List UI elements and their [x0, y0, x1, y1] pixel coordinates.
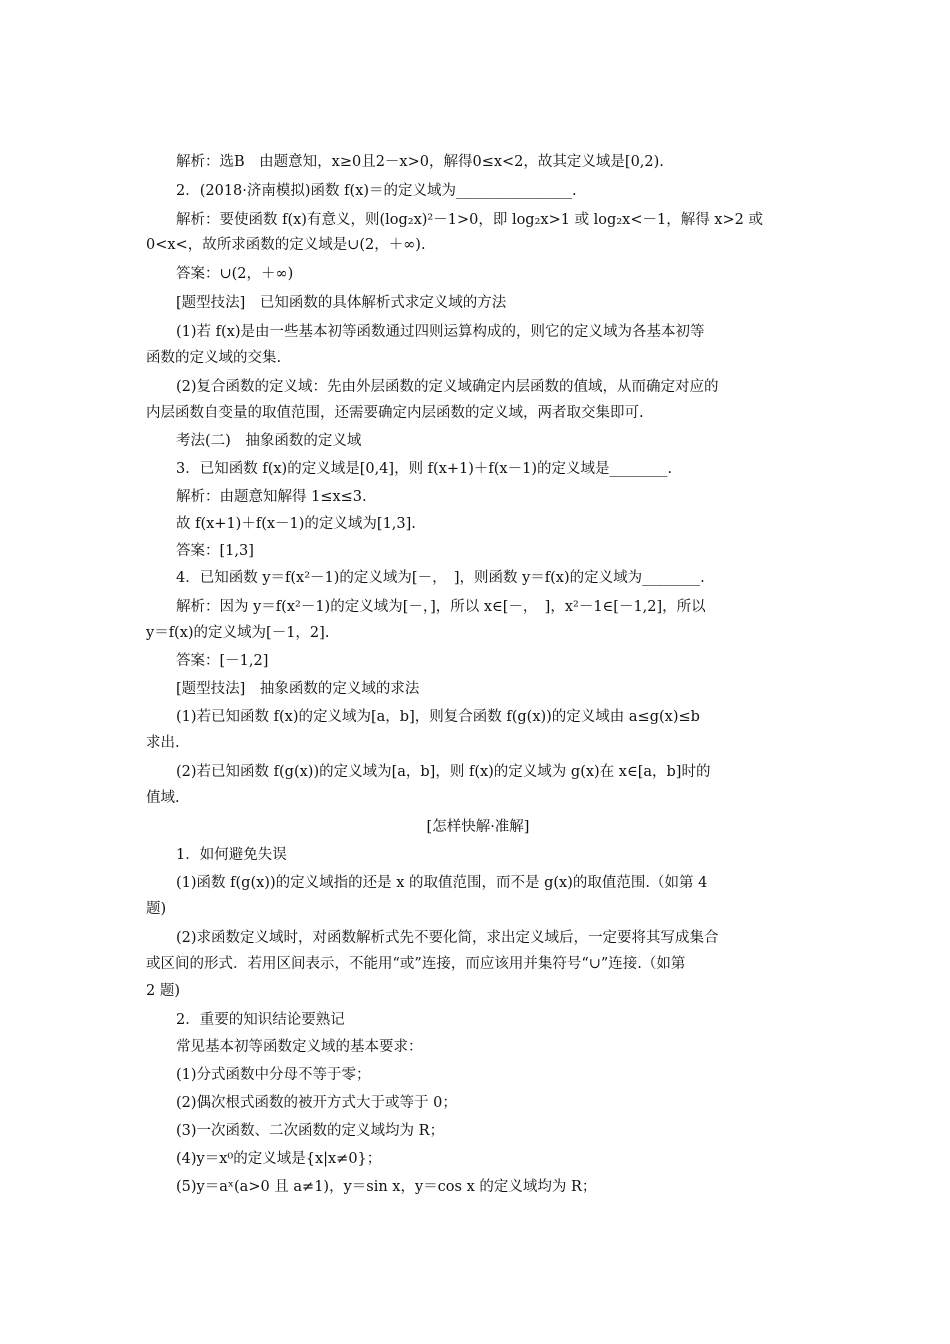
- solution-text: 解析：因为 y＝f(x²－1)的定义域为[－，]，所以 x∈[－， ]，x²－1∈[－1,2]，所以: [176, 599, 706, 615]
- tip-item: 2 题): [146, 983, 180, 999]
- rule-item: (5)y＝aˣ(a>0 且 a≠1)，y＝sin x，y＝cos x 的定义域均为 R；: [176, 1179, 597, 1195]
- section-title: [怎样快解·准解]: [426, 819, 530, 835]
- answer-text: 答案：[1,3]: [176, 543, 254, 559]
- method-heading: [题型技法] 已知函数的具体解析式求定义域的方法: [176, 295, 507, 311]
- subsection-heading: 1．如何避免失误: [176, 847, 287, 863]
- rule-item: (3)一次函数、二次函数的定义域均为 R；: [176, 1123, 445, 1139]
- tip-item: 或区间的形式．若用区间表示，不能用“或”连接，而应该用并集符号“∪”连接.（如第: [146, 956, 686, 972]
- method-item: 内层函数自变量的取值范围，还需要确定内层函数的定义域，两者取交集即可.: [146, 405, 644, 421]
- question-4: 4．已知函数 y＝f(x²－1)的定义域为[－， ]，则函数 y＝f(x)的定义域为________.: [176, 570, 705, 586]
- body-text: 常见基本初等函数定义域的基本要求：: [176, 1039, 423, 1055]
- solution-text: 解析：选B 由题意知，x≥0且2－x>0，解得0≤x<2，故其定义域是[0,2).: [176, 154, 664, 170]
- tip-item: (1)函数 f(g(x))的定义域指的还是 x 的取值范围，而不是 g(x)的取值范围.（如第 4: [176, 875, 708, 891]
- tip-item: (2)求函数定义域时，对函数解析式先不要化简，求出定义域后，一定要将其写成集合: [176, 930, 719, 946]
- rule-item: (1)分式函数中分母不等于零；: [176, 1067, 371, 1083]
- answer-text: 答案：∪(2，＋∞): [176, 266, 294, 282]
- method-item: (2)若已知函数 f(g(x))的定义域为[a，b]，则 f(x)的定义域为 g(x)在 x∈[a，b]时的: [176, 764, 711, 780]
- method-item: (2)复合函数的定义域：先由外层函数的定义域确定内层函数的值域，从而确定对应的: [176, 379, 719, 395]
- solution-text: 故 f(x+1)＋f(x－1)的定义域为[1,3].: [176, 516, 416, 532]
- method-item: 求出.: [146, 735, 180, 751]
- method-item: 值域.: [146, 790, 180, 806]
- rule-item: (4)y＝x⁰的定义域是{x|x≠0}；: [176, 1151, 382, 1167]
- method-item: (1)若 f(x)是由一些基本初等函数通过四则运算构成的，则它的定义域为各基本初等: [176, 324, 705, 340]
- method-item: (1)若已知函数 f(x)的定义域为[a，b]，则复合函数 f(g(x))的定义域由 a≤g(x)≤b: [176, 709, 700, 725]
- subsection-heading: 2．重要的知识结论要熟记: [176, 1012, 345, 1028]
- tip-item: 题): [146, 901, 167, 917]
- section-heading: 考法(二) 抽象函数的定义域: [176, 433, 362, 449]
- solution-text: 0<x<，故所求函数的定义域是∪(2，＋∞).: [146, 237, 426, 253]
- method-item: 函数的定义域的交集.: [146, 350, 282, 366]
- question-3: 3．已知函数 f(x)的定义域是[0,4]，则 f(x+1)＋f(x－1)的定义域是________.: [176, 461, 673, 477]
- rule-item: (2)偶次根式函数的被开方式大于或等于 0；: [176, 1095, 457, 1111]
- method-heading: [题型技法] 抽象函数的定义域的求法: [176, 681, 420, 697]
- solution-text: y＝f(x)的定义域为[－1，2].: [146, 625, 330, 641]
- question-2: 2．(2018·济南模拟)函数 f(x)＝的定义域为________________.: [176, 183, 577, 199]
- solution-text: 解析：由题意知解得 1≤x≤3.: [176, 489, 367, 505]
- solution-text: 解析：要使函数 f(x)有意义，则(log₂x)²－1>0，即 log₂x>1 或 log₂x<－1，解得 x>2 或: [176, 212, 763, 228]
- answer-text: 答案：[－1,2]: [176, 653, 269, 669]
